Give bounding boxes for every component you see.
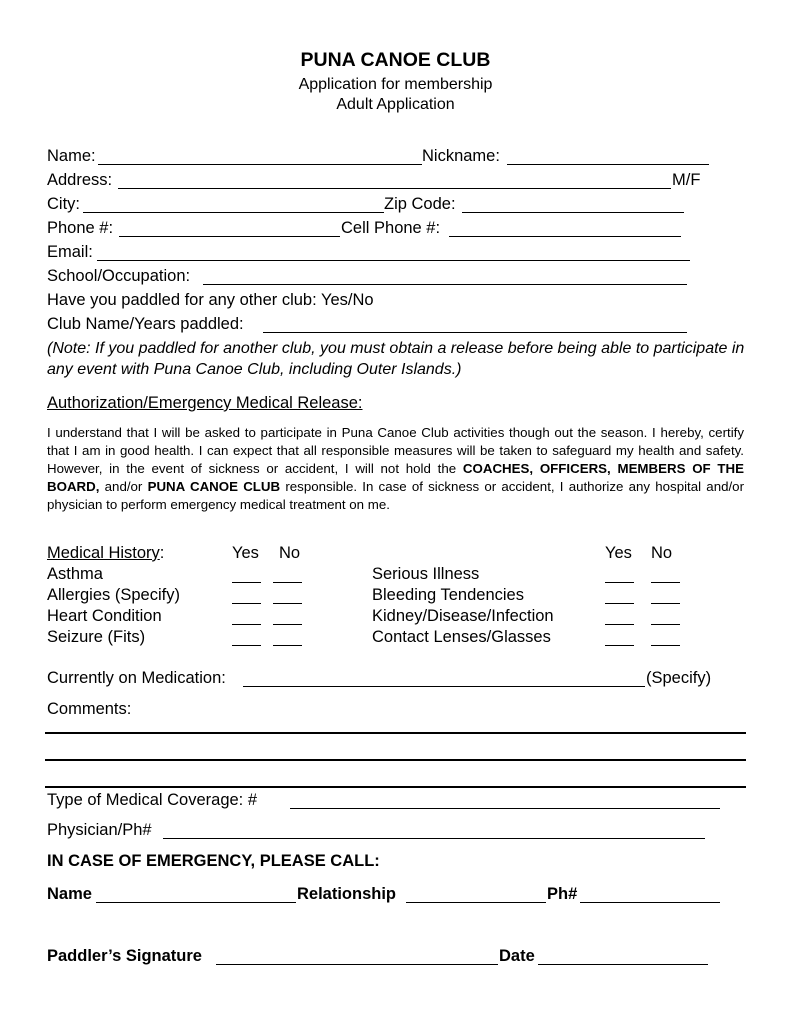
nickname-field[interactable] [507, 148, 709, 165]
emergency-phone-field[interactable] [580, 886, 720, 903]
comments-label: Comments: [47, 700, 132, 718]
yes-blank[interactable] [232, 609, 261, 625]
cell-phone-label: Cell Phone #: [341, 219, 441, 237]
yes-blank[interactable] [605, 567, 634, 583]
school-label: School/Occupation: [47, 267, 191, 285]
no-blank[interactable] [273, 588, 302, 604]
zip-label: Zip Code: [384, 195, 456, 213]
condition-seizure: Seizure (Fits) [47, 628, 146, 646]
city-field[interactable] [83, 196, 384, 213]
comments-line-1[interactable] [45, 732, 746, 734]
physician-label: Physician/Ph# [47, 821, 152, 839]
no-header-left: No [279, 544, 301, 562]
blank-pair-asthma [232, 567, 314, 588]
emergency-name-field[interactable] [96, 886, 296, 903]
medication-label: Currently on Medication: [47, 669, 226, 687]
no-blank[interactable] [273, 567, 302, 583]
blank-pair-contacts [605, 630, 692, 651]
no-header-right: No [651, 544, 673, 562]
blank-pair-bleeding [605, 588, 692, 609]
relationship-field[interactable] [406, 886, 546, 903]
name-label: Name: [47, 147, 96, 165]
coverage-field[interactable] [290, 792, 720, 809]
signature-field[interactable] [216, 948, 498, 965]
condition-kidney: Kidney/Disease/Infection [372, 607, 554, 625]
subtitle-membership: Application for membership [298, 76, 493, 93]
coverage-label: Type of Medical Coverage: # [47, 791, 258, 809]
yes-blank[interactable] [232, 630, 261, 646]
blank-pair-seizure [232, 630, 314, 651]
condition-serious-illness: Serious Illness [372, 565, 480, 583]
condition-heart: Heart Condition [47, 607, 162, 625]
physician-field[interactable] [163, 822, 705, 839]
blank-pair-heart [232, 609, 314, 630]
yes-blank[interactable] [232, 588, 261, 604]
yes-blank[interactable] [232, 567, 261, 583]
phone-field[interactable] [119, 220, 340, 237]
yes-blank[interactable] [605, 630, 634, 646]
no-blank[interactable] [651, 567, 680, 583]
yes-header-left: Yes [232, 544, 259, 562]
medication-field[interactable] [243, 670, 645, 687]
blank-pair-serious-illness [605, 567, 692, 588]
emergency-phone-label: Ph# [547, 885, 578, 903]
no-blank[interactable] [651, 588, 680, 604]
condition-bleeding: Bleeding Tendencies [372, 586, 524, 604]
condition-contacts: Contact Lenses/Glasses [372, 628, 551, 646]
emergency-name-label: Name [47, 885, 92, 903]
name-field[interactable] [98, 148, 422, 165]
city-label: City: [47, 195, 80, 213]
address-label: Address: [47, 171, 113, 189]
school-field[interactable] [203, 268, 687, 285]
medication-specify: (Specify) [646, 669, 712, 687]
zip-field[interactable] [462, 196, 684, 213]
no-blank[interactable] [273, 609, 302, 625]
email-field[interactable] [97, 244, 690, 261]
paddled-question: Have you paddled for any other club: Yes/No [47, 291, 374, 309]
relationship-label: Relationship [297, 885, 397, 903]
comments-line-3[interactable] [45, 786, 746, 788]
yes-blank[interactable] [605, 609, 634, 625]
phone-label: Phone #: [47, 219, 114, 237]
comments-line-2[interactable] [45, 759, 746, 761]
medical-history-heading: Medical History: [47, 544, 165, 562]
nickname-label: Nickname: [422, 147, 500, 165]
condition-asthma: Asthma [47, 565, 103, 583]
club-years-field[interactable] [263, 316, 687, 333]
blank-pair-kidney [605, 609, 692, 630]
emergency-heading: IN CASE OF EMERGENCY, PLEASE CALL: [47, 852, 380, 870]
no-blank[interactable] [273, 630, 302, 646]
cell-phone-field[interactable] [449, 220, 681, 237]
no-blank[interactable] [651, 630, 680, 646]
blank-pair-allergies [232, 588, 314, 609]
release-note: (Note: If you paddled for another club, you must obtain a release before being able to participate in any event with Puna Canoe Club, including Outer Islands.) [47, 340, 745, 378]
date-field[interactable] [538, 948, 708, 965]
page-title: PUNA CANOE CLUB [300, 49, 491, 71]
date-label: Date [499, 947, 535, 965]
release-paragraph: I understand that I will be asked to participate in Puna Canoe Club activities though out the season. I hereby, certify that I am in good health. I can expect that all responsible measures will be taken to safeguard my health and safety. However, in the event of sickness or accident, I will not hold the COACHES, OFFICERS, MEMBERS OF THE BOARD, and/or PUNA CANOE CLUB responsible. In case of sickness or accident, I authorize any hospital and/or physician to perform emergency medical treatment on me. [47, 425, 745, 512]
email-label: Email: [47, 243, 93, 261]
condition-allergies: Allergies (Specify) [47, 586, 180, 604]
yes-header-right: Yes [605, 544, 632, 562]
club-years-label: Club Name/Years paddled: [47, 315, 244, 333]
address-field[interactable] [118, 172, 671, 189]
no-blank[interactable] [651, 609, 680, 625]
release-heading: Authorization/Emergency Medical Release: [47, 394, 363, 412]
yes-blank[interactable] [605, 588, 634, 604]
gender-label: M/F [672, 171, 701, 189]
subtitle-adult: Adult Application [336, 96, 455, 113]
signature-label: Paddler’s Signature [47, 947, 202, 965]
